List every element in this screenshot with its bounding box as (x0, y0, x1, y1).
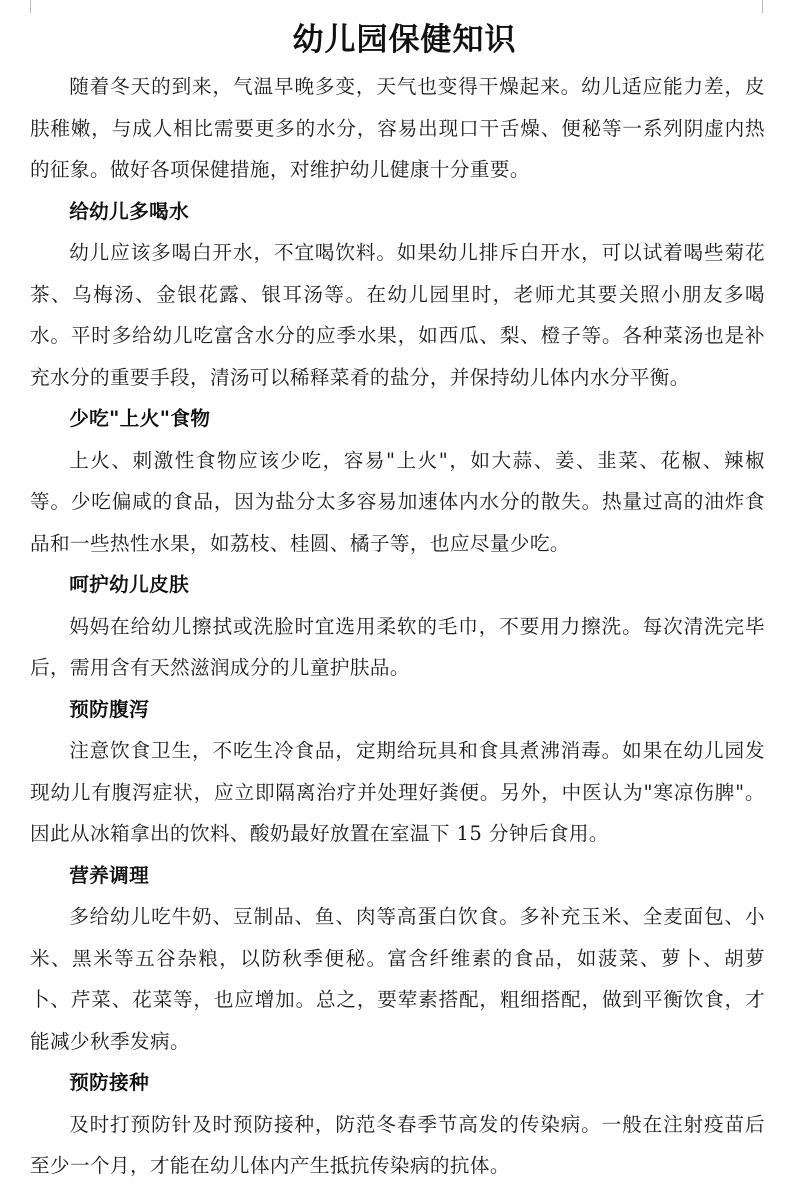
section-body-drink-water: 幼儿应该多喝白开水，不宜喝饮料。如果幼儿排斥白开水，可以试着喝些菊花茶、乌梅汤、金银花露、银耳汤等。在幼儿园里时，老师尤其要关照小朋友多喝水。平时多给幼儿吃富含水分的应季水果，如西瓜、梨、橙子等。各种菜汤也是补充水分的重要手段，清汤可以稀释菜肴的盐分，并保持幼儿体内水分平衡。 (30, 241, 765, 389)
section-heading-prevent-diarrhea: 预防腹泻 (69, 697, 150, 721)
section-body-skin-care: 妈妈在给幼儿擦拭或洗脸时宜选用柔软的毛巾，不要用力擦洗。每次清洗完毕后，需用含有天然滋润成分的儿童护肤品。 (30, 614, 765, 679)
section-heading-avoid-heaty-food: 少吃"上火"食物 (69, 407, 211, 430)
section-body-nutrition: 多给幼儿吃牛奶、豆制品、鱼、肉等高蛋白饮食。多补充玉米、全麦面包、小米、黑米等五谷杂粮，以防秋季便秘。富含纤维素的食品，如菠菜、萝卜、胡萝卜、芹菜、花菜等，也应增加。总之，要荤素搭配，粗细搭配，做到平衡饮食，才能减少秋季发病。 (30, 905, 765, 1053)
document-title: 幼儿园保健知识 (292, 22, 517, 58)
intro-paragraph: 随着冬天的到来，气温早晚多变，天气也变得干燥起来。幼儿适应能力差，皮肤稚嫩，与成人相比需要更多的水分，容易出现口干舌燥、便秘等一系列阴虚内热的征象。做好各项保健措施，对维护幼儿健康十分重要。 (30, 75, 765, 181)
page-corner-mark-right (762, 0, 763, 13)
section-heading-vaccination: 预防接种 (69, 1071, 150, 1094)
section-heading-skin-care: 呵护幼儿皮肤 (69, 573, 190, 596)
section-heading-nutrition: 营养调理 (69, 863, 150, 887)
section-body-vaccination: 及时打预防针及时预防接种，防范冬春季节高发的传染病。一般在注射疫苗后至少一个月，才能在幼儿体内产生抵抗传染病的抗体。 (30, 1112, 765, 1177)
section-body-prevent-diarrhea: 注意饮食卫生，不吃生冷食品，定期给玩具和食具煮沸消毒。如果在幼儿园发现幼儿有腹泻症状，应立即隔离治疗并处理好粪便。另外，中医认为"寒凉伤脾"。因此从冰箱拿出的饮料、酸奶最好放置在室温下 15 分钟后食用。 (30, 739, 765, 845)
page-corner-mark-left (30, 0, 31, 13)
section-body-avoid-heaty-food: 上火、刺激性食物应该少吃，容易"上火"，如大蒜、姜、韭菜、花椒、辣椒等。少吃偏咸的食品，因为盐分太多容易加速体内水分的散失。热量过高的油炸食品和一些热性水果，如荔枝、桂圆、橘子等，也应尽量少吃。 (30, 448, 765, 555)
section-heading-drink-water: 给幼儿多喝水 (69, 199, 190, 223)
document-body (30, 66, 765, 1187)
